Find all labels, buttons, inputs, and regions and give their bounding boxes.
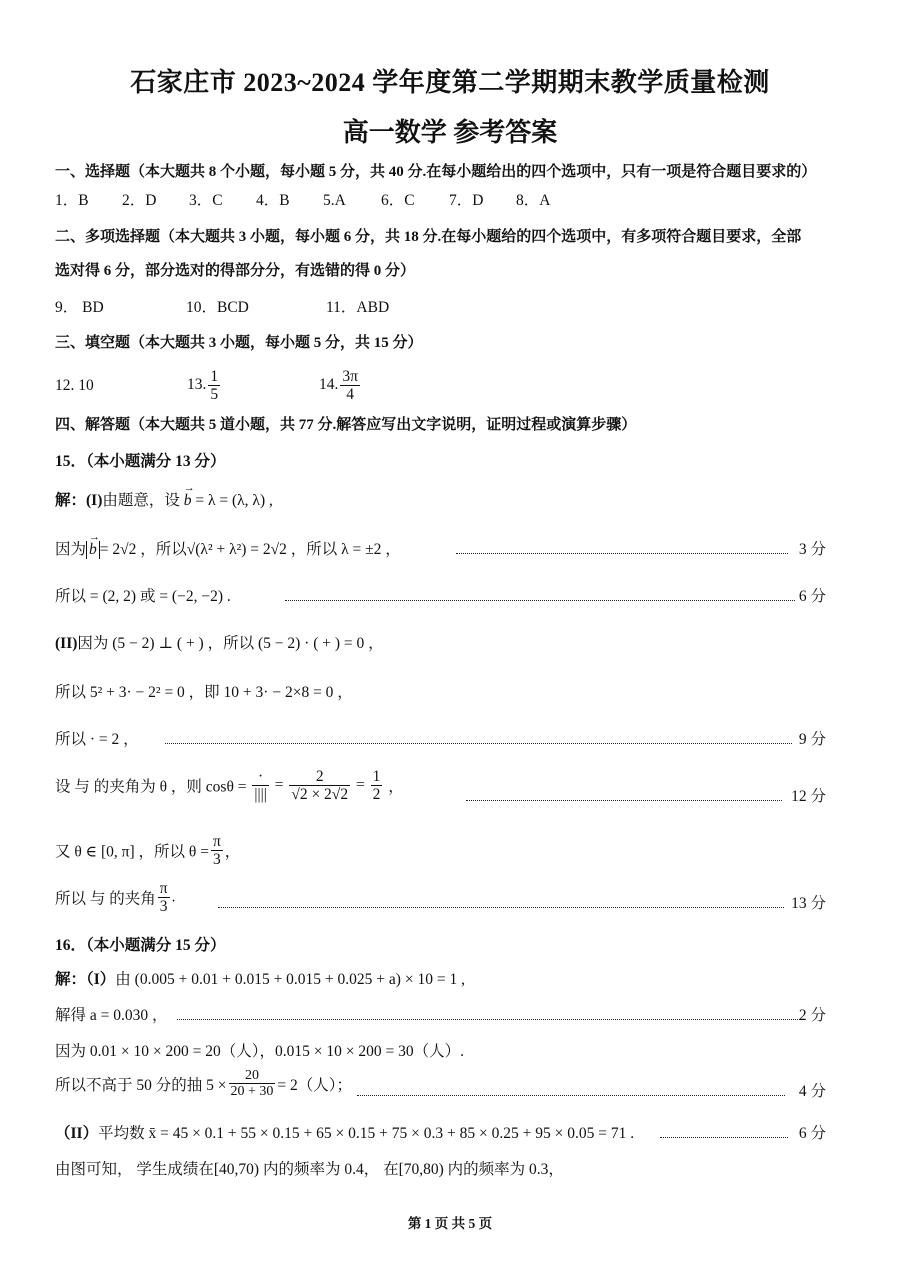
q16-line-6: 由图可知， 学生成绩在[40,70) 内的频率为 0.4， 在[70,80) 内的频率为 0.3， — [55, 1161, 564, 1178]
answer-3: 3．C — [189, 192, 223, 209]
answer-6: 6．C — [381, 192, 415, 209]
q16-line-5: （II）平均数 x̄ = 45 × 0.1 + 55 × 0.15 + 65 × 0.15 + 75 × 0.3 + 85 × 0.25 + 95 × 0.05 = 71 . — [55, 1125, 635, 1142]
q16-dots-3 — [660, 1137, 788, 1138]
q15-line-1: 解：(I)由题意，设 → b = λ = (λ, λ) , — [55, 488, 273, 510]
answer-2: 2．D — [122, 192, 157, 209]
q16-line-4: 所以不高于 50 分的抽 5 × $\frac{20}{20 + 30}$ = 2（人）； — [55, 1068, 353, 1100]
answer-13-label: 13. — [187, 376, 207, 394]
q15-header: 15．（本小题满分 13 分） — [55, 453, 226, 470]
q15-line-7: 设 与 的夹角为 θ ，则 cosθ = $\frac{\cdot}{||||}$ = $\frac{2}{√2 \times 2√2}$ = $\frac{1}{2}$ ， — [55, 768, 404, 804]
q15-score-9: 9 分 — [798, 731, 826, 748]
section-3-header: 三、填空题（本大题共 3 小题，每小题 5 分，共 15 分） — [55, 335, 423, 351]
q15-dots-4 — [466, 800, 782, 801]
q15-line-6: 所以 · = 2 ， — [55, 731, 139, 748]
q15-score-12: 12 分 — [791, 788, 826, 805]
q15-line-5: 所以 5² + 3· − 2² = 0 ，即 10 + 3· − 2×8 = 0 ， — [55, 684, 353, 701]
page-footer: 第 1 页 共 5 页 — [407, 1216, 493, 1231]
q16-score-6: 6 分 — [798, 1125, 826, 1142]
q15-dots-3 — [165, 743, 792, 744]
q16-sample-fraction: $\frac{20}{20 + 30}$ — [230, 1068, 274, 1100]
q15-line-9: 所以 与 的夹角 $\frac{\pi}{3}$ . — [55, 880, 176, 916]
answer-14-fraction: $\frac{3\pi}{4}$ — [342, 368, 358, 404]
q15-dots-5 — [218, 907, 784, 908]
answer-14-label: 14. — [319, 376, 339, 394]
answer-4: 4．B — [256, 192, 290, 209]
document-subtitle: 高一数学 参考答案 — [342, 118, 558, 147]
q15-angle-fraction: $\frac{\pi}{3}$ — [159, 880, 168, 916]
q15-line-4: (II)因为 (5 − 2) ⊥ ( + ) ，所以 (5 − 2) · ( + ) = 0 ， — [55, 635, 384, 652]
q16-line-1: 解：（I）由 (0.005 + 0.01 + 0.015 + 0.015 + 0.025 + a) × 10 = 1 , — [55, 971, 465, 988]
q15-cos-fraction-2: $\frac{2}{√2 \times 2√2}$ — [291, 768, 349, 804]
section-2-answers — [55, 295, 389, 317]
section-1-answers — [55, 188, 550, 210]
section-2-header: 二、多项选择题（本大题共 3 小题，每小题 6 分，共 18 分.在每小题给的四个选项中，有多项符合题目要求，全部 — [55, 229, 802, 245]
q16-score-2: 2 分 — [798, 1007, 826, 1024]
answer-10: 10．BCD — [186, 299, 249, 316]
section-1-header: 一、选择题（本大题共 8 个小题，每小题 5 分，共 40 分.在每小题给出的四个选项中，只有一项是符合题目要求的） — [55, 164, 817, 180]
answer-1: 1．B — [55, 192, 89, 209]
q16-line-2: 解得 a = 0.030 ， — [55, 1007, 168, 1024]
q15-line-8: 又 θ ∈ [0, π] ，所以 θ = $\frac{\pi}{3}$ ， — [55, 833, 241, 869]
answer-5: 5.A — [323, 192, 346, 209]
answer-9: 9． BD — [55, 299, 104, 316]
answer-12: 12. 10 — [55, 376, 94, 394]
answer-7: 7．D — [449, 192, 484, 209]
q16-dots-1 — [177, 1019, 802, 1020]
q15-score-13: 13 分 — [791, 895, 826, 912]
answer-8: 8．A — [516, 192, 551, 209]
section-2-header-cont: 选对得 6 分，部分选对的得部分分，有选错的得 0 分） — [55, 263, 416, 279]
q15-line-3: 所以 = (2, 2) 或 = (−2, −2) . — [55, 588, 231, 605]
q15-cos-fraction-3: $\frac{1}{2}$ — [372, 768, 381, 804]
section-3-answers — [55, 368, 362, 403]
q15-cos-fraction-1: $\frac{\cdot}{||||}$ — [254, 768, 267, 804]
q15-line-2: 因为→ b = 2√2 ，所以√(λ² + λ²) = 2√2 ，所以 λ = ±2 ， — [55, 537, 401, 559]
q15-score-6: 6 分 — [798, 588, 826, 605]
q15-theta-fraction: $\frac{\pi}{3}$ — [212, 833, 221, 869]
answer-11: 11．ABD — [326, 299, 390, 316]
q16-line-3: 因为 0.01 × 10 × 200 = 20（人），0.015 × 10 × 200 = 30（人）. — [55, 1043, 464, 1060]
q15-dots-1 — [456, 553, 788, 554]
document-title: 石家庄市 2023~2024 学年度第二学期期末教学质量检测 — [130, 68, 770, 97]
section-4-header: 四、解答题（本大题共 5 道小题，共 77 分.解答应写出文字说明，证明过程或演算步骤） — [55, 417, 637, 433]
q16-dots-2 — [357, 1095, 785, 1096]
q15-dots-2 — [285, 600, 795, 601]
q16-score-4: 4 分 — [798, 1083, 826, 1100]
answer-13-fraction: $\frac{1}{5}$ — [210, 368, 219, 404]
q16-header: 16．（本小题满分 15 分） — [55, 937, 226, 954]
q15-score-3: 3 分 — [798, 541, 826, 558]
